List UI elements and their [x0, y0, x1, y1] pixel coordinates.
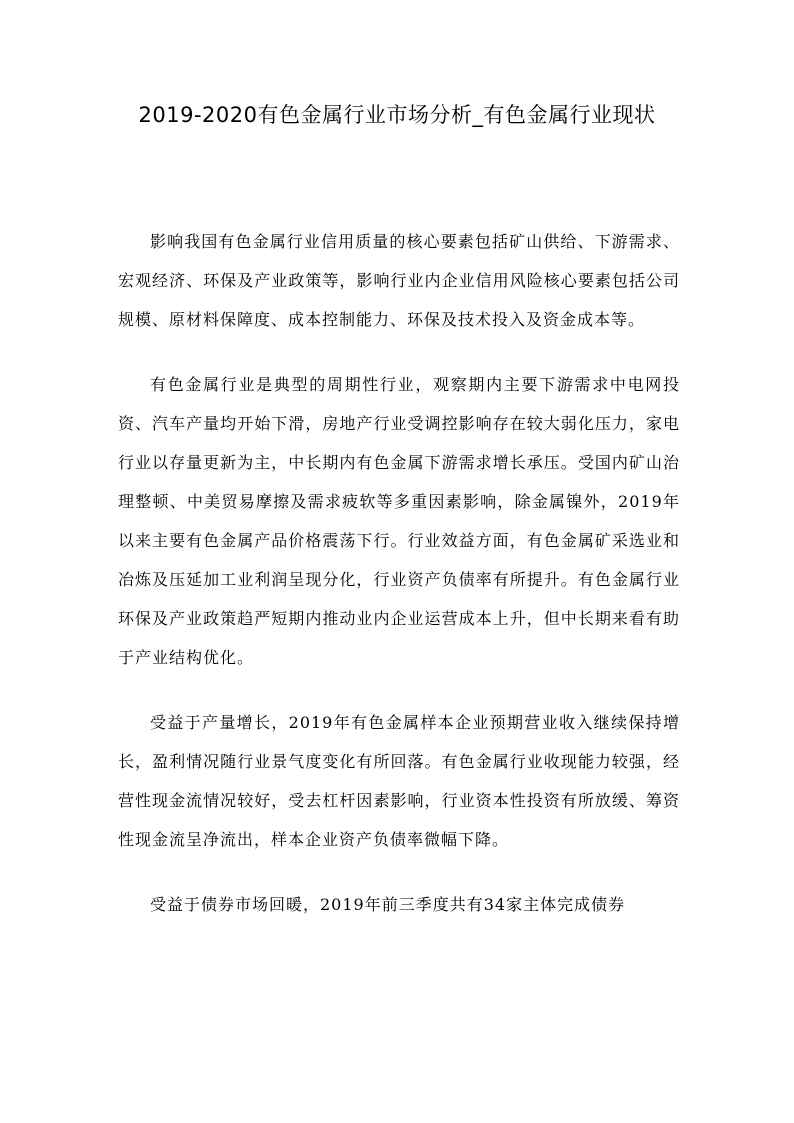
paragraph-3: 受益于产量增长，2019年有色金属样本企业预期营业收入继续保持增长，盈利情况随行业景气度变化有所回落。有色金属行业收现能力较强，经营性现金流情况较好，受去杠杆因素影响，行业资本性投资有所放缓、筹资性现金流呈净流出，样本企业资产负债率微幅下降。 — [118, 713, 680, 849]
paragraph-4: 受益于债券市场回暖，2019年前三季度共有34家主体完成债券 — [150, 895, 626, 914]
document-title: 2019-2020有色金属行业市场分析_有色金属行业现状 — [138, 103, 656, 127]
paragraph-2: 有色金属行业是典型的周期性行业，观察期内主要下游需求中电网投资、汽车产量均开始下滑，房地产行业受调控影响存在较大弱化压力，家电行业以存量更新为主，中长期内有色金属下游需求增长承压。受国内矿山治理整顿、中美贸易摩擦及需求疲软等多重因素影响，除金属镍外，2019年以来主要有色金属产品价格震荡下行。行业效益方面，有色金属矿采选业和冶炼及压延加工业利润呈现分化，行业资产负债率有所提升。有色金属行业环保及产业政策趋严短期内推动业内企业运营成本上升，但中长期来看有助于产业结构优化。 — [118, 375, 680, 667]
paragraph-1: 影响我国有色金属行业信用质量的核心要素包括矿山供给、下游需求、宏观经济、环保及产业政策等，影响行业内企业信用风险核心要素包括公司规模、原材料保障度、成本控制能力、环保及技术投入及资金成本等。 — [118, 232, 680, 329]
document-body — [118, 222, 680, 950]
